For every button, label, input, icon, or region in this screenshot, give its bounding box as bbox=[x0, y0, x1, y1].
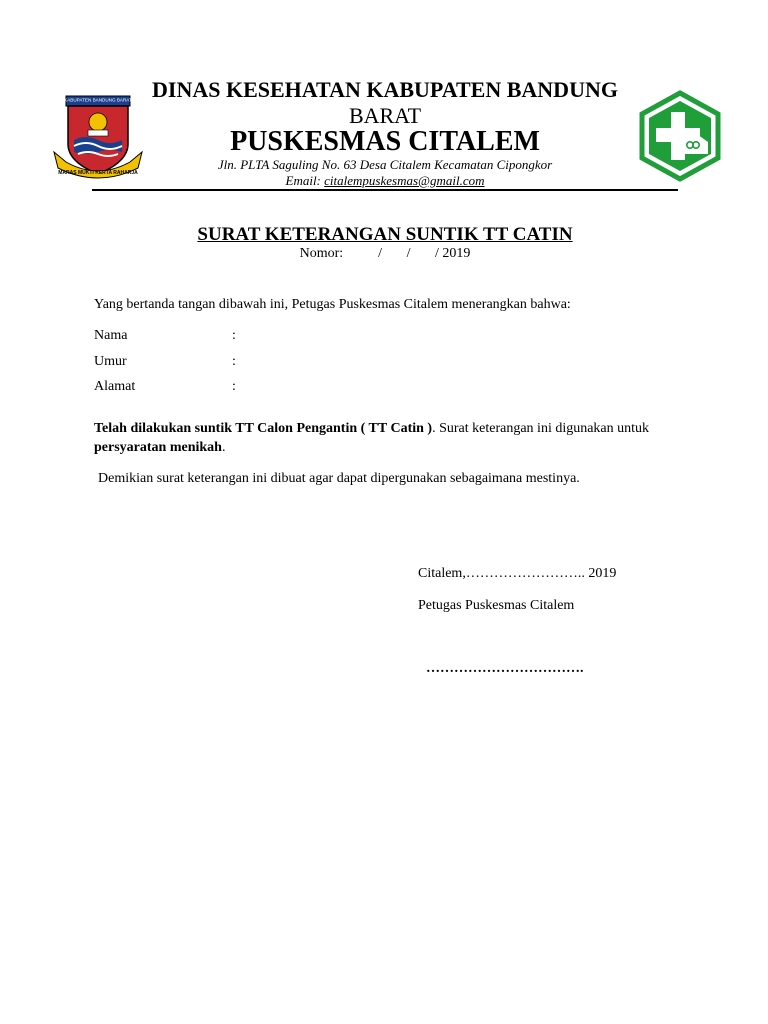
signature-name-placeholder: ……………………………. bbox=[426, 661, 584, 676]
statement-paragraph bbox=[94, 419, 684, 457]
agency-name: DINAS KESEHATAN KABUPATEN BANDUNG bbox=[152, 77, 618, 102]
statement-text: . Surat keterangan ini digunakan untuk bbox=[432, 421, 650, 436]
agency-name-continued: BARAT bbox=[348, 103, 422, 128]
svg-text:KABUPATEN BANDUNG BARAT: KABUPATEN BANDUNG BARAT bbox=[64, 97, 132, 103]
signature-place-date: Citalem,…………………….. 2019 bbox=[418, 566, 617, 581]
document-number: Nomor: / / / 2019 bbox=[299, 246, 471, 261]
field-colon-nama: : bbox=[232, 328, 236, 343]
statement-bold-requirement: persyaratan menikah bbox=[94, 440, 222, 455]
email-link[interactable]: citalempuskesmas@gmail.com bbox=[324, 173, 485, 188]
document-title: SURAT KETERANGAN SUNTIK TT CATIN bbox=[197, 224, 573, 245]
facility-address: Jln. PLTA Saguling No. 63 Desa Citalem Kecamatan Cipongkor bbox=[217, 157, 553, 172]
svg-text:MARAS MUKTI KERTA RAHARJA: MARAS MUKTI KERTA RAHARJA bbox=[58, 170, 138, 176]
field-colon-umur: : bbox=[232, 354, 236, 369]
field-label-umur: Umur bbox=[94, 354, 127, 369]
intro-paragraph: Yang bertanda tangan dibawah ini, Petugas Puskesmas Citalem menerangkan bahwa: bbox=[94, 297, 571, 312]
statement-bold-tt-catin: Telah dilakukan suntik TT Calon Pengantin ( TT Catin ) bbox=[94, 421, 433, 436]
signature-role: Petugas Puskesmas Citalem bbox=[418, 598, 575, 613]
field-colon-alamat: : bbox=[232, 379, 236, 394]
closing-paragraph: Demikian surat keterangan ini dibuat agar dapat dipergunakan sebagaimana mestinya. bbox=[98, 471, 580, 486]
email-label: Email: bbox=[285, 173, 325, 188]
field-label-nama: Nama bbox=[94, 328, 128, 343]
header-divider bbox=[92, 189, 678, 191]
statement-end: . bbox=[221, 440, 226, 455]
facility-email-line bbox=[120, 173, 650, 189]
facility-name: PUSKESMAS CITALEM bbox=[230, 126, 540, 157]
field-label-alamat: Alamat bbox=[94, 379, 136, 394]
puskesmas-logo bbox=[638, 90, 722, 182]
